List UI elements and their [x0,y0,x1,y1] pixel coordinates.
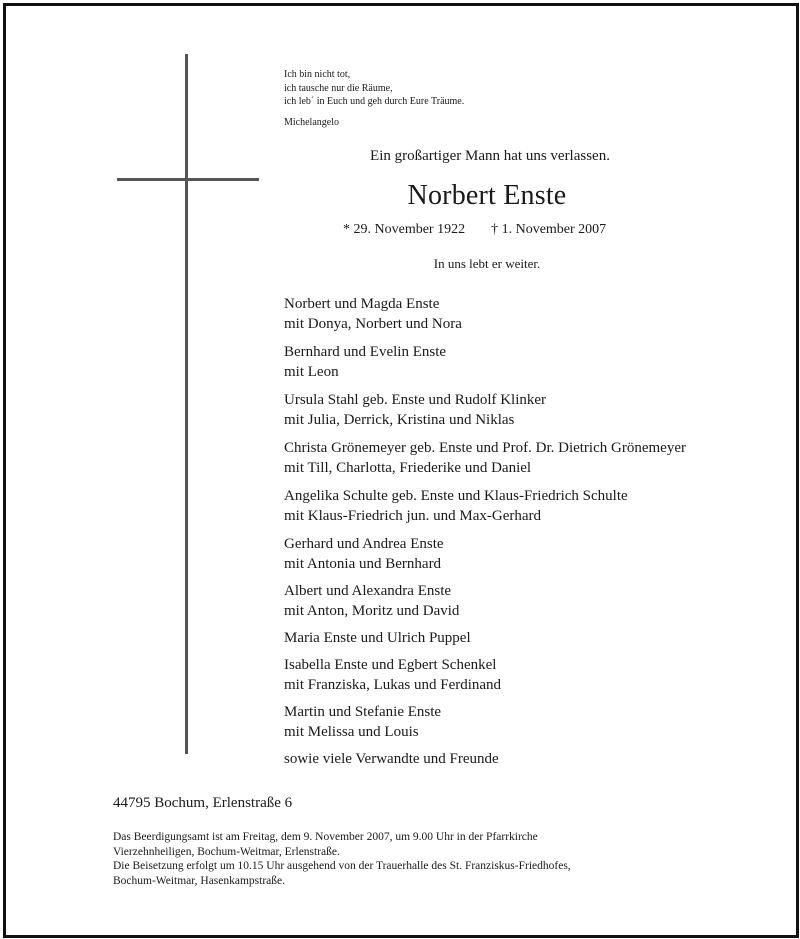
birth-date: * 29. November 1922 [343,222,466,237]
family-names: Isabella Enste und Egbert Schenkel [284,657,497,673]
mourning-address: 44795 Bochum, Erlenstraße 6 [113,795,293,811]
poem-line: Ich bin nicht tot, [284,69,351,80]
family-children: mit Melissa und Louis [284,724,419,740]
family-names: Norbert und Magda Enste [284,296,440,312]
family-children: mit Anton, Moritz und David [284,603,460,619]
family-names: Gerhard und Andrea Enste [284,536,444,552]
family-group [284,534,686,574]
family-names: Albert und Alexandra Enste [284,583,452,599]
family-names: Christa Grönemeyer geb. Enste und Prof. Dr. Dietrich Grönemeyer [284,440,686,456]
note-line: Das Beerdigungsamt ist am Freitag, dem 9. November 2007, um 9.00 Uhr in der Pfarrkirche [113,831,538,843]
family-group [284,342,686,382]
motto-text: In uns lebt er weiter. [433,256,541,271]
funeral-notes [113,830,571,888]
family-group [284,581,686,621]
family-group [284,628,686,648]
family-names: Bernhard und Evelin Enste [284,344,447,360]
family-names: Maria Enste und Ulrich Puppel [284,630,471,646]
family-group [284,390,686,430]
poem-line: ich leb´ in Euch und geh durch Eure Träume. [284,96,465,107]
poem-line: ich tausche nur die Räume, [284,82,393,94]
family-children: mit Franziska, Lukas und Ferdinand [284,677,502,693]
life-dates [343,222,606,238]
intro-text: Ein großartiger Mann hat uns verlassen. [370,148,610,164]
family-children: mit Antonia und Bernhard [284,556,442,572]
family-children: mit Leon [284,364,339,380]
family-group [284,294,686,334]
family-children: mit Klaus-Friedrich jun. und Max-Gerhard [284,508,542,524]
family-group [284,438,686,478]
family-children: mit Julia, Derrick, Kristina und Niklas [284,412,515,428]
poem-author: Michelangelo [284,117,339,128]
poem-quote [284,68,464,109]
death-date: † 1. November 2007 [491,222,607,237]
deceased-name: Norbert Enste [407,180,567,211]
note-line: Vierzehnheiligen, Bochum-Weitmar, Erlenstraße. [113,845,340,858]
note-line: Die Beisetzung erfolgt um 10.15 Uhr ausgehend von der Trauerhalle des St. Franziskus-Friedhofes, [113,860,571,872]
family-children: mit Till, Charlotta, Friederike und Daniel [284,460,532,476]
family-closing [284,749,686,769]
family-group [284,702,686,742]
family-list [284,294,686,776]
family-children: mit Donya, Norbert und Nora [284,316,462,332]
family-names: Martin und Stefanie Enste [284,704,442,720]
family-names: Angelika Schulte geb. Enste und Klaus-Friedrich Schulte [284,488,628,504]
note-line: Bochum-Weitmar, Hasenkampstraße. [113,874,286,887]
family-group [284,486,686,526]
family-names: Ursula Stahl geb. Enste und Rudolf Klinker [284,392,547,408]
family-group [284,655,686,695]
family-names: sowie viele Verwandte und Freunde [284,751,499,767]
